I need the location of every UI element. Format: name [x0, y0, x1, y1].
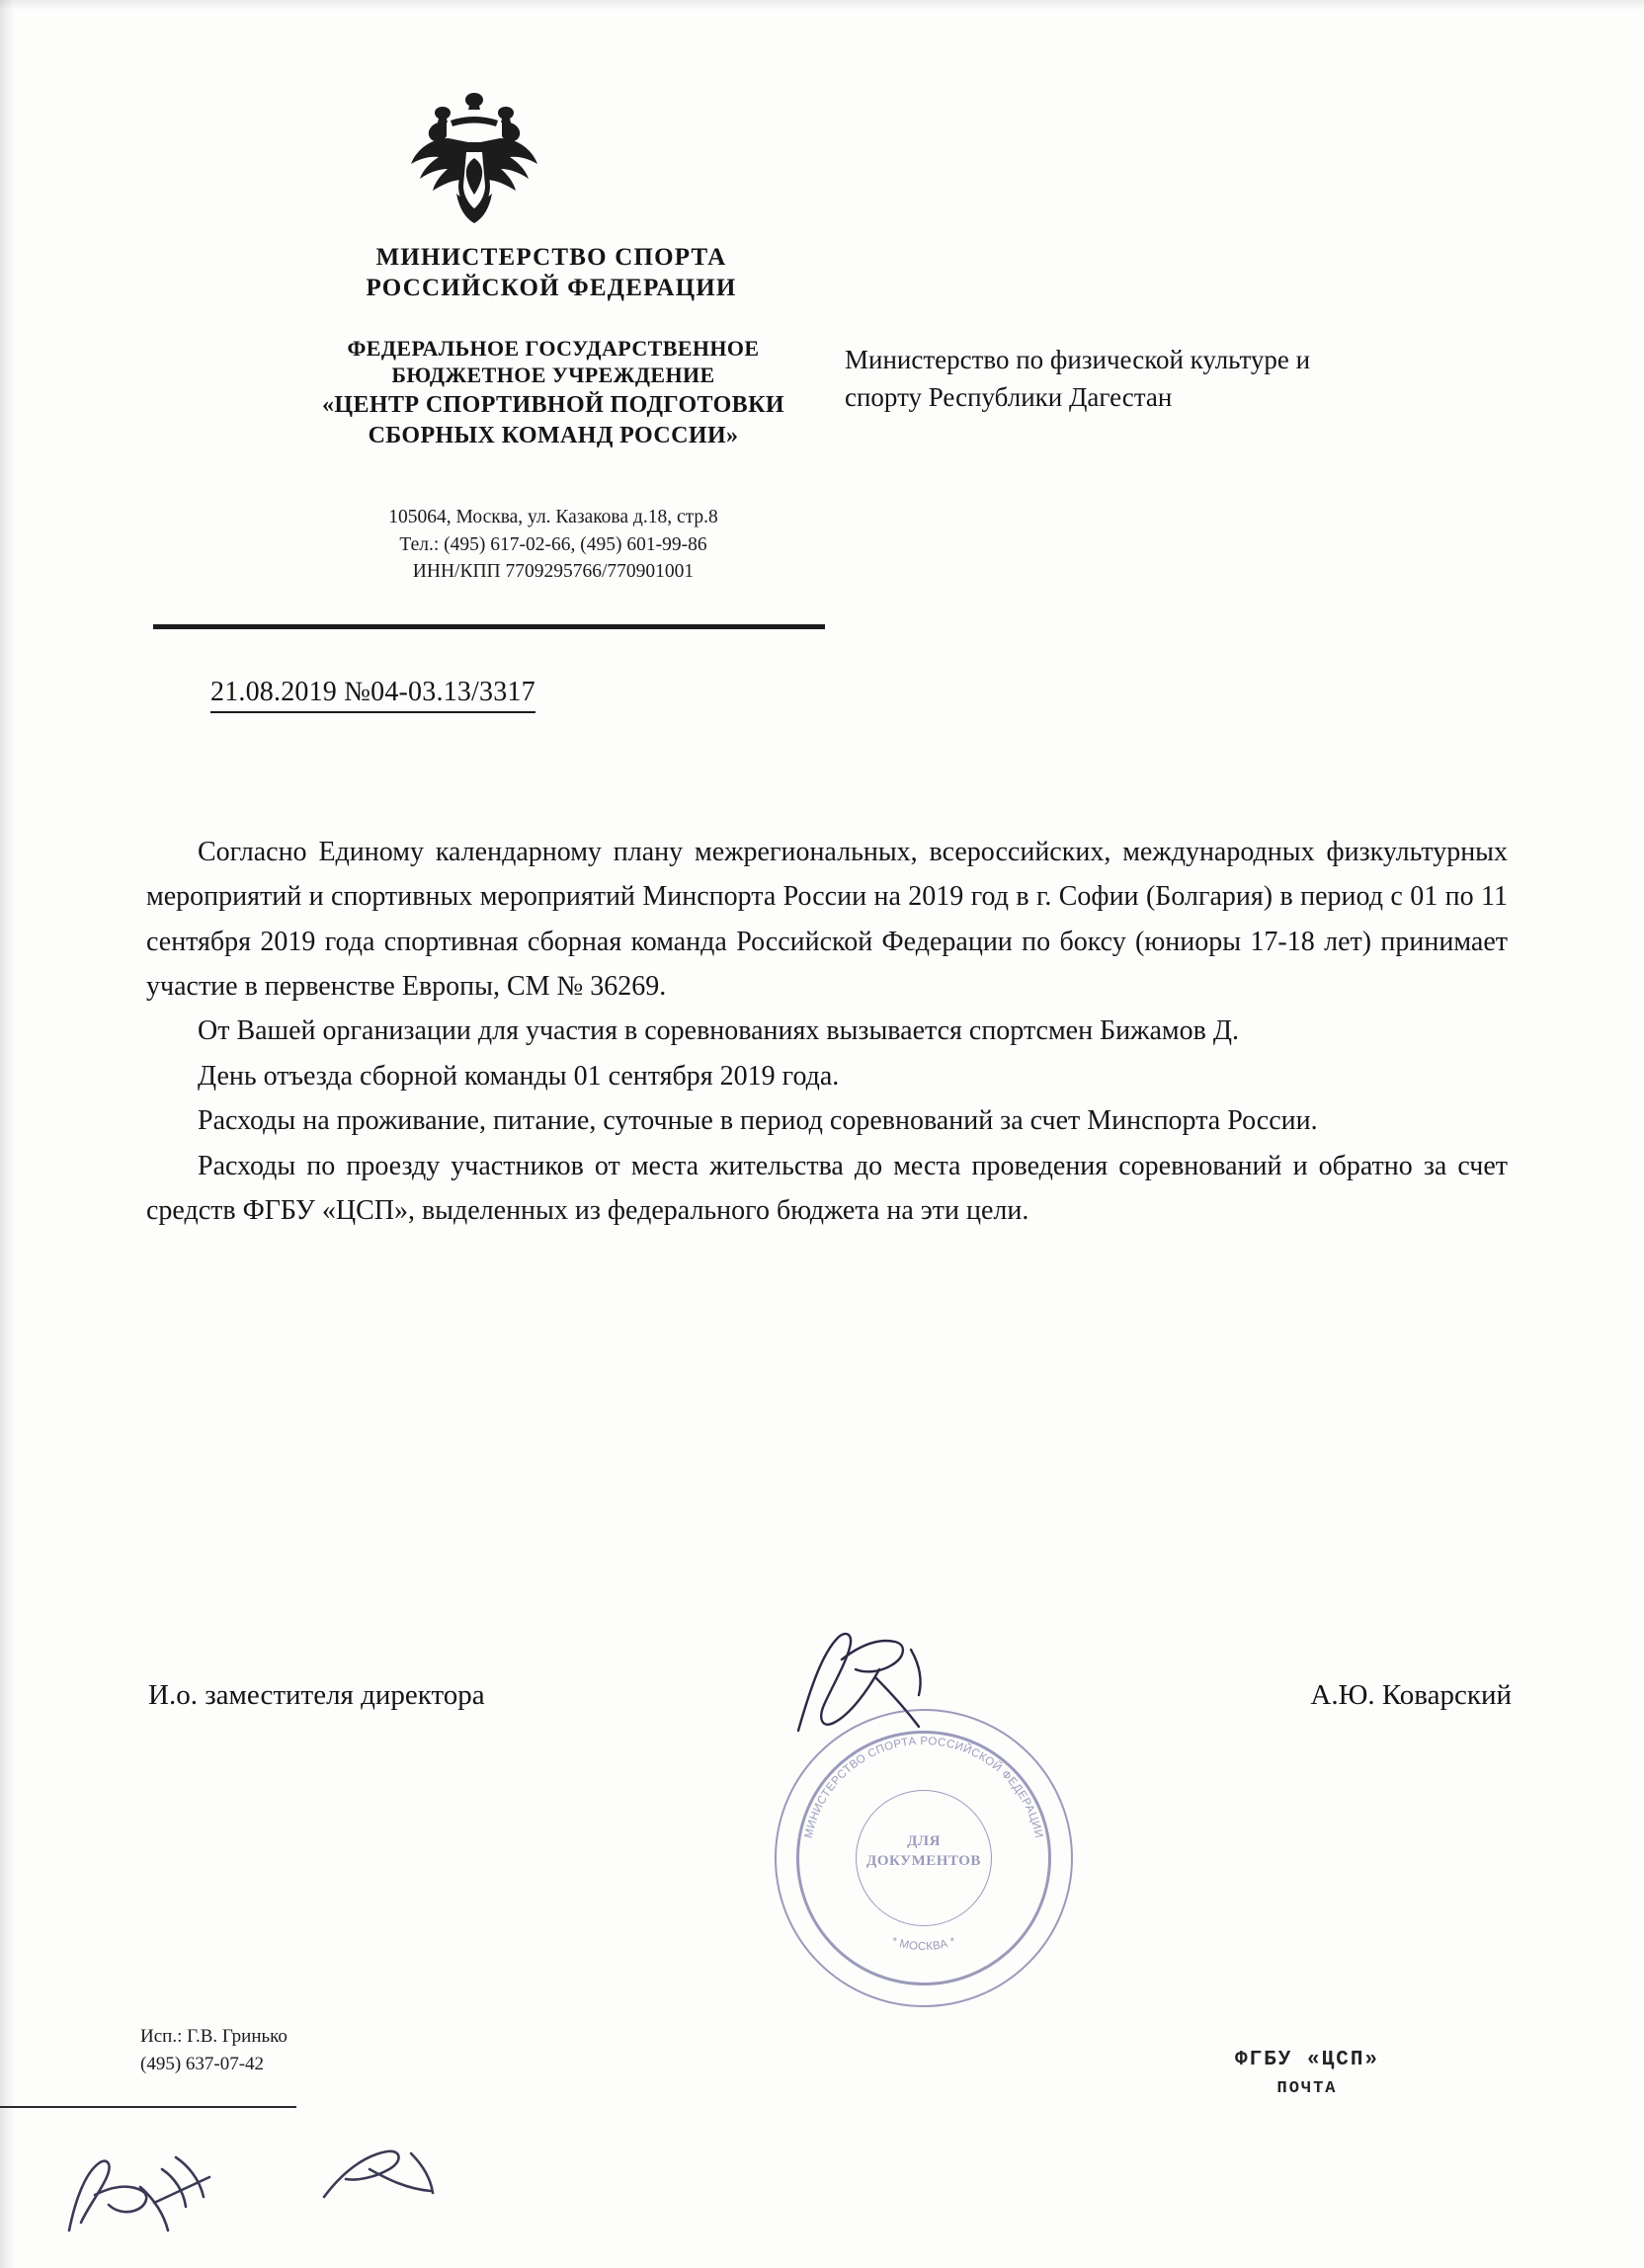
ministry-title [245, 243, 858, 303]
page-edge-shadow-top [0, 0, 1644, 10]
executor-block [140, 2023, 288, 2077]
footer-divider [0, 2106, 296, 2108]
stamp-arc-bottom-text: * МОСКВА * [889, 1935, 958, 1954]
addressee-line-1: Министерство по физической культуре и [845, 345, 1311, 374]
executor-phone: (495) 637-07-42 [140, 2053, 265, 2074]
ministry-title-line-1: МИНИСТЕРСТВО СПОРТА [375, 244, 727, 271]
ministry-title-line-2: РОССИЙСКОЙ ФЕДЕРАЦИИ [366, 274, 737, 301]
organization-line-3: «ЦЕНТР СПОРТИВНОЙ ПОДГОТОВКИ [322, 391, 784, 418]
addressee-block [845, 341, 1536, 417]
handwritten-note-right [316, 2134, 464, 2223]
executor-name: Исп.: Г.В. Гринько [140, 2026, 288, 2047]
stamp-center-text [771, 1831, 1077, 1872]
stamp-center-line-2: ДОКУМЕНТОВ [866, 1853, 981, 1870]
stamp-ring-inner [856, 1790, 992, 1926]
russian-coat-of-arms-icon [395, 87, 553, 235]
organization-line-1: ФЕДЕРАЛЬНОЕ ГОСУДАРСТВЕННОЕ [347, 336, 760, 361]
postal-mark-line-1: ФГБУ «ЦСП» [1235, 2049, 1380, 2071]
letterhead-inn-kpp: ИНН/КПП 7709295766/770901001 [412, 561, 695, 583]
body-paragraph-4: Расходы на проживание, питание, суточные в период соревнований за счет Минспорта России. [198, 1105, 1318, 1137]
organization-line-2: БЮДЖЕТНОЕ УЧРЕЖДЕНИЕ [391, 362, 715, 387]
addressee-line-2: спорту Республики Дагестан [845, 382, 1173, 413]
signatory-position: И.о. заместителя директора [148, 1679, 485, 1711]
letterhead-divider [153, 624, 825, 629]
stamp-center-line-1: ДЛЯ [907, 1833, 941, 1849]
document-reference: 21.08.2019 №04-03.13/3317 [210, 677, 535, 713]
postal-mark-line-2: ПОЧТА [1276, 2078, 1338, 2098]
letterhead-phone: Тел.: (495) 617-02-66, (495) 601-99-86 [399, 533, 707, 555]
signatory-name: А.Ю. Коварский [1310, 1679, 1512, 1711]
letterhead-contacts [188, 504, 919, 586]
stamp-ring-outer [775, 1709, 1073, 2007]
organization-line-4: СБОРНЫХ КОМАНД РОССИИ» [368, 422, 739, 448]
organization-name [188, 336, 919, 450]
letterhead-address: 105064, Москва, ул. Казакова д.18, стр.8 [388, 507, 718, 527]
stamp-ring-middle [796, 1731, 1051, 1985]
body-paragraph-2: От Вашей организации для участия в соревнованиях вызывается спортсмен Бижамов Д. [198, 1015, 1239, 1047]
official-round-stamp [771, 1705, 1077, 2011]
postal-mark [1235, 2045, 1379, 2101]
stamp-arc-top-text: МИНИСТЕРСТВО СПОРТА РОССИЙСКОЙ ФЕДЕРАЦИИ [802, 1735, 1045, 1840]
letter-body [146, 830, 1508, 1233]
handwritten-note-left [59, 2144, 277, 2252]
body-paragraph-1: Согласно Единому календарному плану межрегиональных, всероссийских, международных физкультурных мероприятий и спортивных мероприятий Минспорта России на 2019 год в г. Софии (Болгария) в период с 01 по 11 сентября 2019 года спортивная сборная команда Российской Федерации по боксу (юниоры 17-18 лет) принимает участие в первенстве Европы, СМ № 36269. [146, 837, 1508, 1003]
signature-row [148, 1679, 1512, 1712]
page-edge-shadow-left [0, 0, 14, 2268]
body-paragraph-3: День отъезда сборной команды 01 сентября 2019 года. [198, 1060, 840, 1092]
body-paragraph-5: Расходы по проезду участников от места жительства до места проведения соревнований и обратно за счет средств ФГБУ «ЦСП», выделенных из федерального бюджета на эти цели. [146, 1150, 1508, 1226]
